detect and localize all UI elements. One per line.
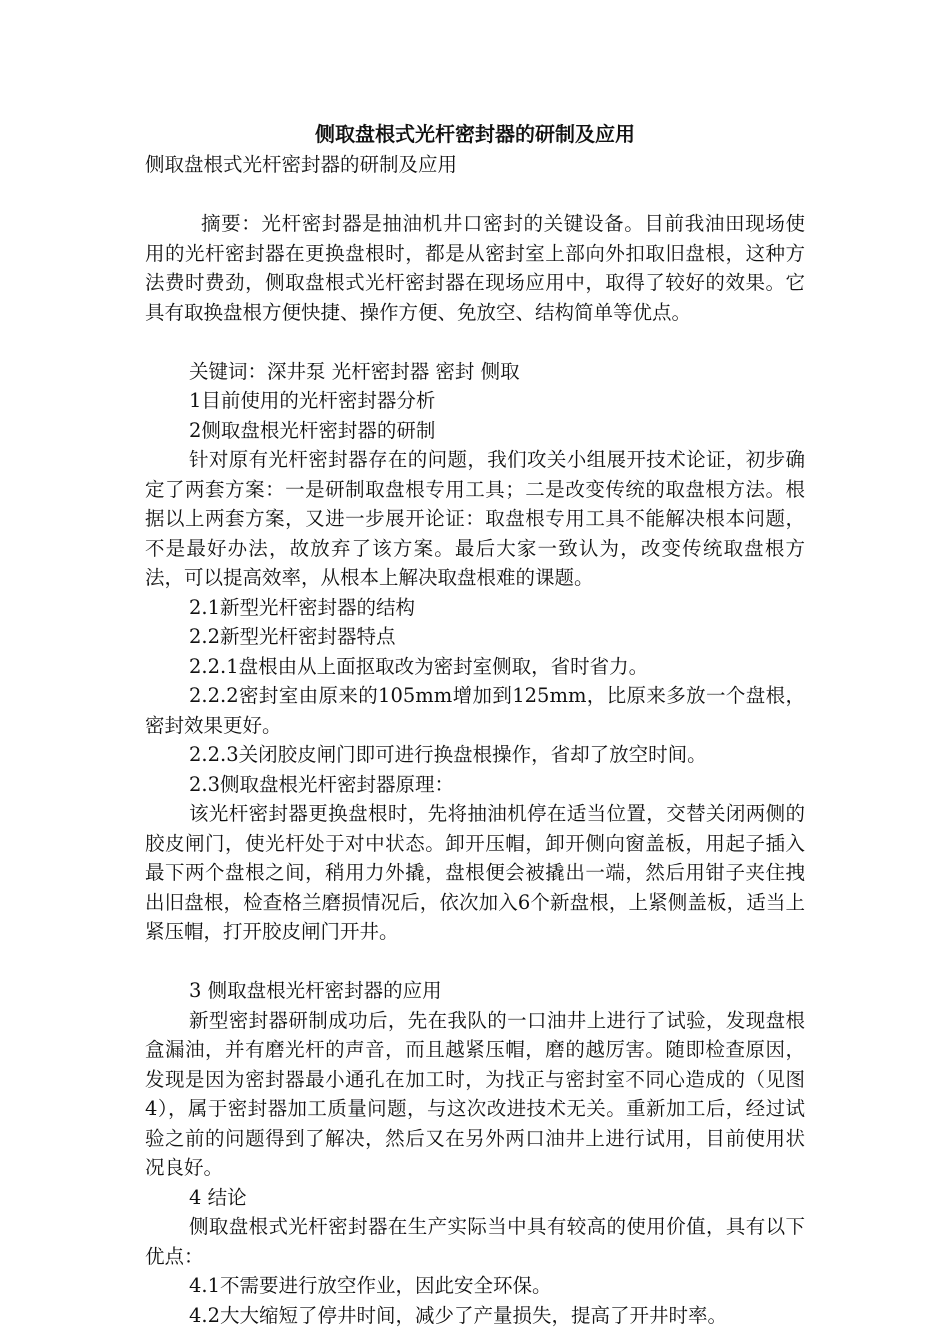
section-4-heading: 4 结论 xyxy=(189,1185,247,1209)
document-subtitle: 侧取盘根式光杆密封器的研制及应用 xyxy=(145,153,458,176)
section-2-1-heading: 2.1新型光杆密封器的结构 xyxy=(189,595,416,619)
section-1-heading: 1目前使用的光杆密封器分析 xyxy=(189,389,436,412)
document-page xyxy=(145,118,805,1330)
section-2-2-3-item: 2.2.3关闭胶皮闸门即可进行换盘根操作，省却了放空时间。 xyxy=(189,743,707,766)
section-2-heading: 2侧取盘根光杆密封器的研制 xyxy=(189,418,436,442)
section-4-body: 侧取盘根式光杆密封器在生产实际当中具有较高的使用价值，具有以下优点： xyxy=(145,1215,805,1268)
section-2-2-heading: 2.2新型光杆密封器特点 xyxy=(189,625,396,648)
section-4-1-item: 4.1不需要进行放空作业，因此安全环保。 xyxy=(189,1274,552,1297)
section-2-2-2-item: 2.2.2密封室由原来的105mm增加到125mm，比原来多放一个盘根，密封效果更好。 xyxy=(145,684,805,737)
spacer xyxy=(145,947,805,977)
abstract-paragraph: 摘要：光杆密封器是抽油机井口密封的关键设备。目前我油田现场使用的光杆密封器在更换盘根时，都是从密封室上部向外扣取旧盘根，这种方法费时费劲，侧取盘根式光杆密封器在现场应用中，取得了较好的效果。它具有取换盘根方便快捷、操作方便、免放空、结构简单等优点。 xyxy=(145,212,805,324)
section-3-heading: 3 侧取盘根光杆密封器的应用 xyxy=(189,979,442,1002)
spacer xyxy=(145,327,805,357)
section-2-2-1-item: 2.2.1盘根由从上面抠取改为密封室侧取，省时省力。 xyxy=(189,654,649,678)
document-title: 侧取盘根式光杆密封器的研制及应用 xyxy=(315,122,635,146)
section-4-2-item: 4.2大大缩短了停井时间，减少了产量损失，提高了开井时率。 xyxy=(189,1303,728,1327)
spacer xyxy=(145,180,805,210)
section-2-body: 针对原有光杆密封器存在的问题，我们攻关小组展开技术论证，初步确定了两套方案：一是研制取盘根专用工具；二是改变传统的取盘根方法。根据以上两套方案，又进一步展开论证：取盘根专用工具不能解决根本问题，不是最好办法，故放弃了该方案。最后大家一致认为，改变传统取盘根方法，可以提高效率，从根本上解决取盘根难的课题。 xyxy=(145,448,805,589)
keywords-line: 关键词：深井泵 光杆密封器 密封 侧取 xyxy=(189,359,520,383)
section-2-3-body: 该光杆密封器更换盘根时，先将抽油机停在适当位置，交替关闭两侧的胶皮闸门，使光杆处于对中状态。卸开压帽，卸开侧向窗盖板，用起子插入最下两个盘根之间，稍用力外撬，盘根便会被撬出一端，然后用钳子夹住拽出旧盘根，检查格兰磨损情况后，依次加入6个新盘根，上紧侧盖板，适当上紧压帽，打开胶皮闸门开井。 xyxy=(145,802,805,943)
section-3-body: 新型密封器研制成功后，先在我队的一口油井上进行了试验，发现盘根盒漏油，并有磨光杆的声音，而且越紧压帽，磨的越厉害。随即检查原因，发现是因为密封器最小通孔在加工时，为找正与密封室不同心造成的（见图4），属于密封器加工质量问题，与这次改进技术无关。重新加工后，经过试验之前的问题得到了解决，然后又在另外两口油井上进行试用，目前使用状况良好。 xyxy=(145,1008,805,1179)
section-2-3-heading: 2.3侧取盘根光杆密封器原理： xyxy=(189,772,455,796)
